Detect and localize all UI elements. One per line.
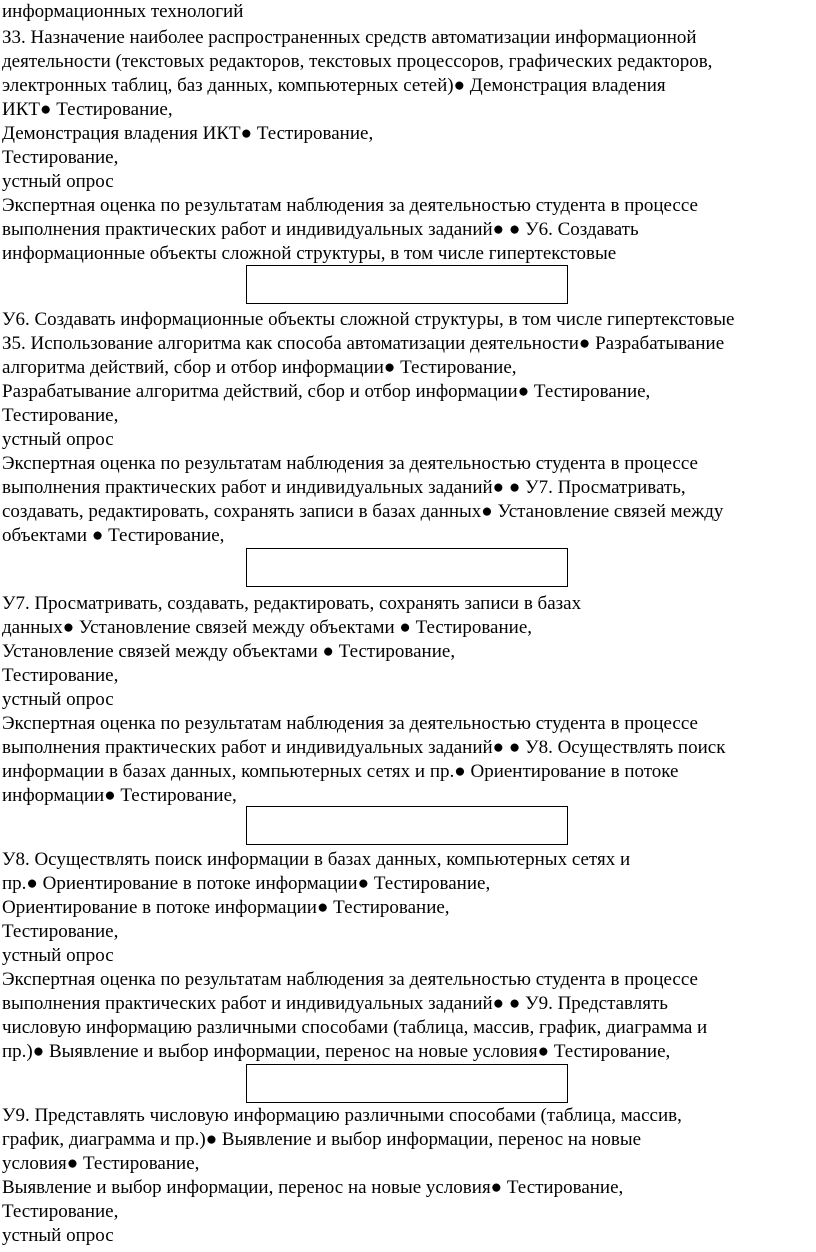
text-line: данных● Установление связей между объектами ● Тестирование, bbox=[2, 617, 533, 638]
text-line: З3. Назначение наиболее распространенных средств автоматизации информационной bbox=[2, 27, 697, 48]
text-line: информационные объекты сложной структуры, в том числе гипертекстовые bbox=[2, 243, 617, 264]
text-line: Разрабатывание алгоритма действий, сбор и отбор информации● Тестирование, bbox=[2, 381, 651, 402]
text-line: Тестирование, bbox=[2, 147, 119, 168]
text-line: Экспертная оценка по результатам наблюдения за деятельностью студента в процессе bbox=[2, 713, 698, 734]
empty-box bbox=[246, 548, 568, 587]
text-line: алгоритма действий, сбор и отбор информации● Тестирование, bbox=[2, 357, 517, 378]
text-line: ИКТ● Тестирование, bbox=[2, 99, 173, 120]
text-line: У9. Представлять числовую информацию различными способами (таблица, массив, bbox=[2, 1105, 682, 1126]
text-line: У7. Просматривать, создавать, редактировать, сохранять записи в базах bbox=[2, 593, 582, 614]
text-line: пр.)● Выявление и выбор информации, перенос на новые условия● Тестирование, bbox=[2, 1041, 671, 1062]
text-line: устный опрос bbox=[2, 171, 114, 192]
text-line: создавать, редактировать, сохранять записи в базах данных● Установление связей между bbox=[2, 501, 724, 522]
text-line: устный опрос bbox=[2, 945, 114, 966]
text-line: Тестирование, bbox=[2, 921, 119, 942]
text-line: Экспертная оценка по результатам наблюдения за деятельностью студента в процессе bbox=[2, 969, 698, 990]
text-line: Установление связей между объектами ● Тестирование, bbox=[2, 641, 456, 662]
empty-box bbox=[246, 1064, 568, 1103]
empty-box bbox=[246, 265, 568, 304]
text-line: Тестирование, bbox=[2, 1201, 119, 1222]
text-line: информации● Тестирование, bbox=[2, 785, 237, 806]
text-line: пр.● Ориентирование в потоке информации● Тестирование, bbox=[2, 873, 491, 894]
text-line: условия● Тестирование, bbox=[2, 1153, 200, 1174]
text-line: выполнения практических работ и индивидуальных заданий● ● У8. Осуществлять поиск bbox=[2, 737, 726, 758]
text-line: выполнения практических работ и индивидуальных заданий● ● У9. Представлять bbox=[2, 993, 668, 1014]
text-line: числовую информацию различными способами (таблица, массив, график, диаграмма и bbox=[2, 1017, 708, 1038]
text-line: деятельности (текстовых редакторов, текстовых процессоров, графических редакторов, bbox=[2, 51, 713, 72]
text-line: Экспертная оценка по результатам наблюдения за деятельностью студента в процессе bbox=[2, 453, 698, 474]
text-line: Ориентирование в потоке информации● Тестирование, bbox=[2, 897, 450, 918]
text-line: Тестирование, bbox=[2, 405, 119, 426]
text-line: выполнения практических работ и индивидуальных заданий● ● У6. Создавать bbox=[2, 219, 639, 240]
text-line: У8. Осуществлять поиск информации в базах данных, компьютерных сетях и bbox=[2, 849, 631, 870]
text-line: устный опрос bbox=[2, 429, 114, 450]
text-line: Тестирование, bbox=[2, 665, 119, 686]
text-line: устный опрос bbox=[2, 1225, 114, 1246]
text-line: Экспертная оценка по результатам наблюдения за деятельностью студента в процессе bbox=[2, 195, 698, 216]
text-line: объектами ● Тестирование, bbox=[2, 525, 225, 546]
text-line: У6. Создавать информационные объекты сложной структуры, в том числе гипертекстовые bbox=[2, 309, 735, 330]
text-line: график, диаграмма и пр.)● Выявление и выбор информации, перенос на новые bbox=[2, 1129, 642, 1150]
text-line: выполнения практических работ и индивидуальных заданий● ● У7. Просматривать, bbox=[2, 477, 686, 498]
text-line: Демонстрация владения ИКТ● Тестирование, bbox=[2, 123, 374, 144]
empty-box bbox=[246, 806, 568, 845]
text-line: информации в базах данных, компьютерных сетях и пр.● Ориентирование в потоке bbox=[2, 761, 679, 782]
text-line: электронных таблиц, баз данных, компьютерных сетей)● Демонстрация владения bbox=[2, 75, 666, 96]
text-line: Выявление и выбор информации, перенос на новые условия● Тестирование, bbox=[2, 1177, 624, 1198]
text-line: З5. Использование алгоритма как способа автоматизации деятельности● Разрабатывание bbox=[2, 333, 725, 354]
text-line: устный опрос bbox=[2, 689, 114, 710]
text-line: информационных технологий bbox=[2, 1, 244, 22]
